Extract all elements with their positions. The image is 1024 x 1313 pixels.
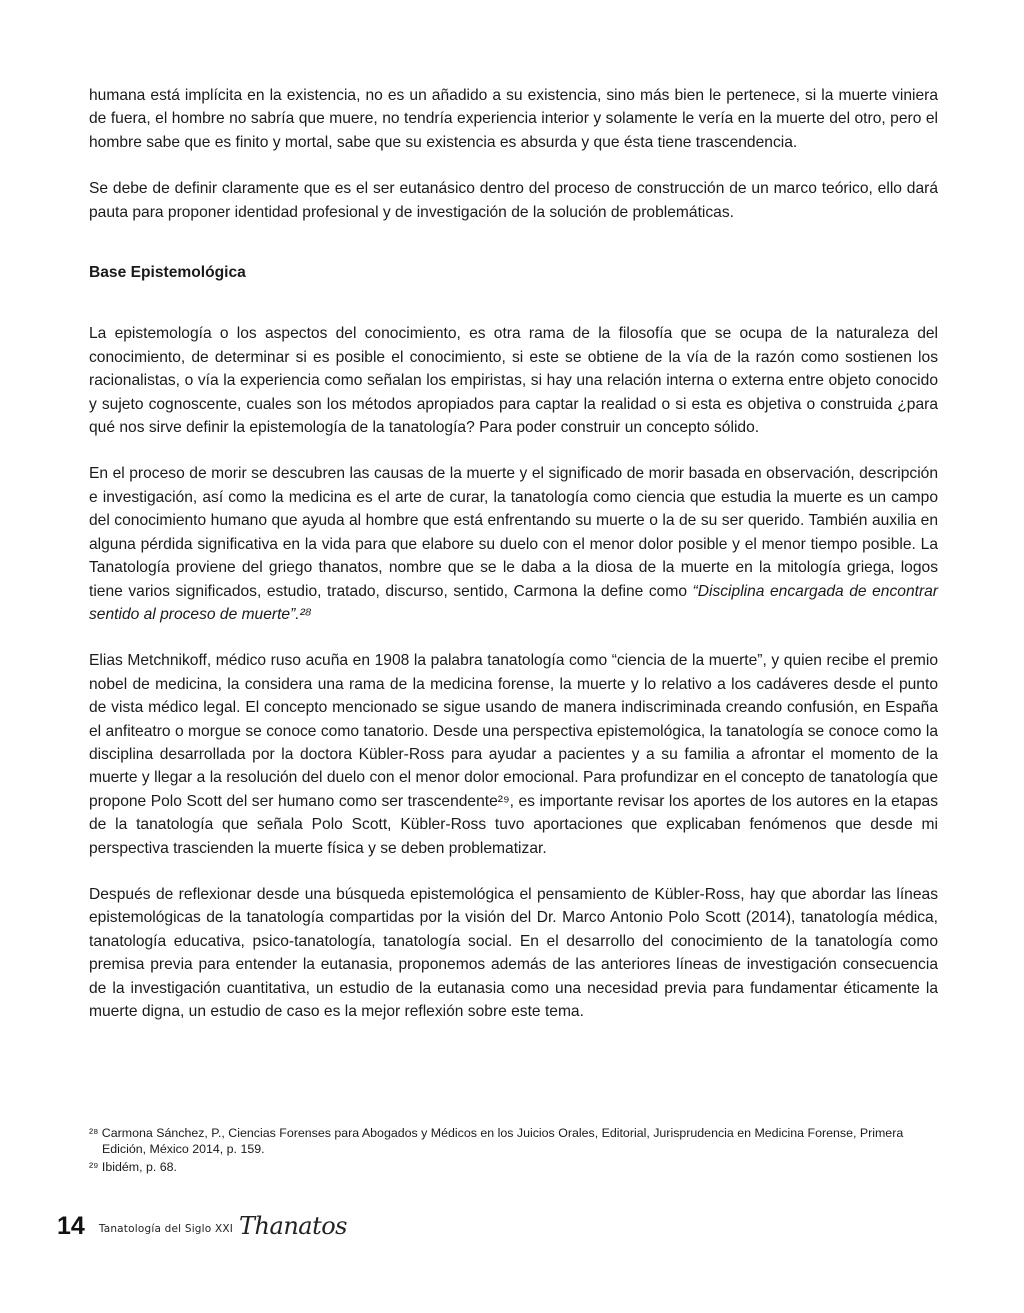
paragraph-2: Se debe de definir claramente que es el ser eutanásico dentro del proceso de construcción de un marco teórico, ello dará pauta para proponer identidad profesional y de investigación de la solución de problemáticas. xyxy=(89,180,938,221)
paragraph-1: humana está implícita en la existencia, no es un añadido a su existencia, sino más bien le pertenece, si la muerte viniera de fuera, el hombre no sabría que muere, no tendría experiencia interior y solamente le vería en la muerte del otro, pero el hombre sabe que es finito y mortal, sabe que su existencia es absurda y que ésta tiene trascendencia. xyxy=(89,87,938,151)
paragraph-5: Elias Metchnikoff, médico ruso acuña en 1908 la palabra tanatología como “ciencia de la muerte”, y quien recibe el premio nobel de medicina, la considera una rama de la medicina forense, la muerte y lo relativo a los cadáveres desde el punto de vista médico legal. El concepto mencionado se sigue usando de manera indiscriminada creando confusión, en España el anfiteatro o morgue se conoce como tanatorio. Desde una perspectiva epistemológica, la tanatología se conoce como la disciplina desarrollada por la doctora Kübler-Ross para ayudar a pacientes y a su familia a afrontar el momento de la muerte y llegar a la resolución del duelo con el menor dolor emocional. Para profundizar en el concepto de tanatología que propone Polo Scott del ser humano como ser trascendente²⁹, es importante revisar los aportes de los autores en la etapas de la tanatología que señala Polo Scott, Kübler-Ross tuvo aportaciones que explicaban fenómenos que desde mi perspectiva trascienden la muerte física y se deben problematizar. xyxy=(89,652,938,857)
section-heading: Base Epistemológica xyxy=(89,264,246,282)
footnotes xyxy=(89,1125,938,1177)
paragraph-3: La epistemología o los aspectos del conocimiento, es otra rama de la filosofía que se ocupa de la naturaleza del conocimiento, de determinar si es posible el conocimiento, si este se obtiene de la vía de la razón como sostienen los racionalistas, o vía la experiencia como señalan los empiristas, si hay una relación interna o externa entre objeto conocido y sujeto cognoscente, cuales son los métodos apropiados para captar la realidad o si esta es objetiva o construida ¿para qué nos sirve definir la epistemología de la tanatología? Para poder construir un concepto sólido. xyxy=(89,325,938,437)
paragraph-4-quote: “Disciplina encargada de encontrar sentido al proceso de muerte”.²⁸ xyxy=(89,582,939,623)
footnote-28: ²⁸ Carmona Sánchez, P., Ciencias Forenses para Abogados y Médicos en los Juicios Orales, Editorial, Jurisprudencia en Medicina Forense, Primera Edición, México 2014, p. 159. xyxy=(89,1126,904,1156)
paragraph-4-text: En el proceso de morir se descubren las causas de la muerte y el significado de morir basada en observación, descripción e investigación, así como la medicina es el arte de curar, la tanatología como ciencia que estudia la muerte es un campo del conocimiento humano que ayuda al hombre que está enfrentando su muerte o la de su ser querido. También auxilia en alguna pérdida significativa en la vida para que elabore su duelo con el menor dolor posible y el menor tiempo posible. La Tanatología proviene del griego thanatos, nombre que se le daba a la diosa de la muerte en la mitología griega, logos tiene varios significados, estudio, tratado, discurso, sentido, Carmona la define como xyxy=(89,465,938,600)
footnote-29: ²⁹ Ibidém, p. 68. xyxy=(89,1160,177,1174)
page-footer xyxy=(57,1204,347,1240)
journal-title: Tanatología del Siglo XXI xyxy=(98,1223,234,1235)
page-number: 14 xyxy=(57,1212,85,1240)
article-body xyxy=(89,84,938,1023)
paragraph-6: Después de reflexionar desde una búsqueda epistemológica el pensamiento de Kübler-Ross, hay que abordar las líneas epistemológicas de la tanatología compartidas por la visión del Dr. Marco Antonio Polo Scott (2014), tanatología médica, tanatología educativa, psico-tanatología, tanatología social. En el desarrollo del conocimiento de la tanatología como premisa previa para entender la eutanasia, proponemos además de las anteriores líneas de investigación consecuencia de la investigación cuantitativa, un estudio de la eutanasia como una necesidad previa para fundamentar éticamente la muerte digna, un estudio de caso es la mejor reflexión sobre este tema. xyxy=(89,885,938,1020)
paragraph-4 xyxy=(89,462,938,626)
thanatos-logo: Thanatos xyxy=(239,1212,347,1240)
